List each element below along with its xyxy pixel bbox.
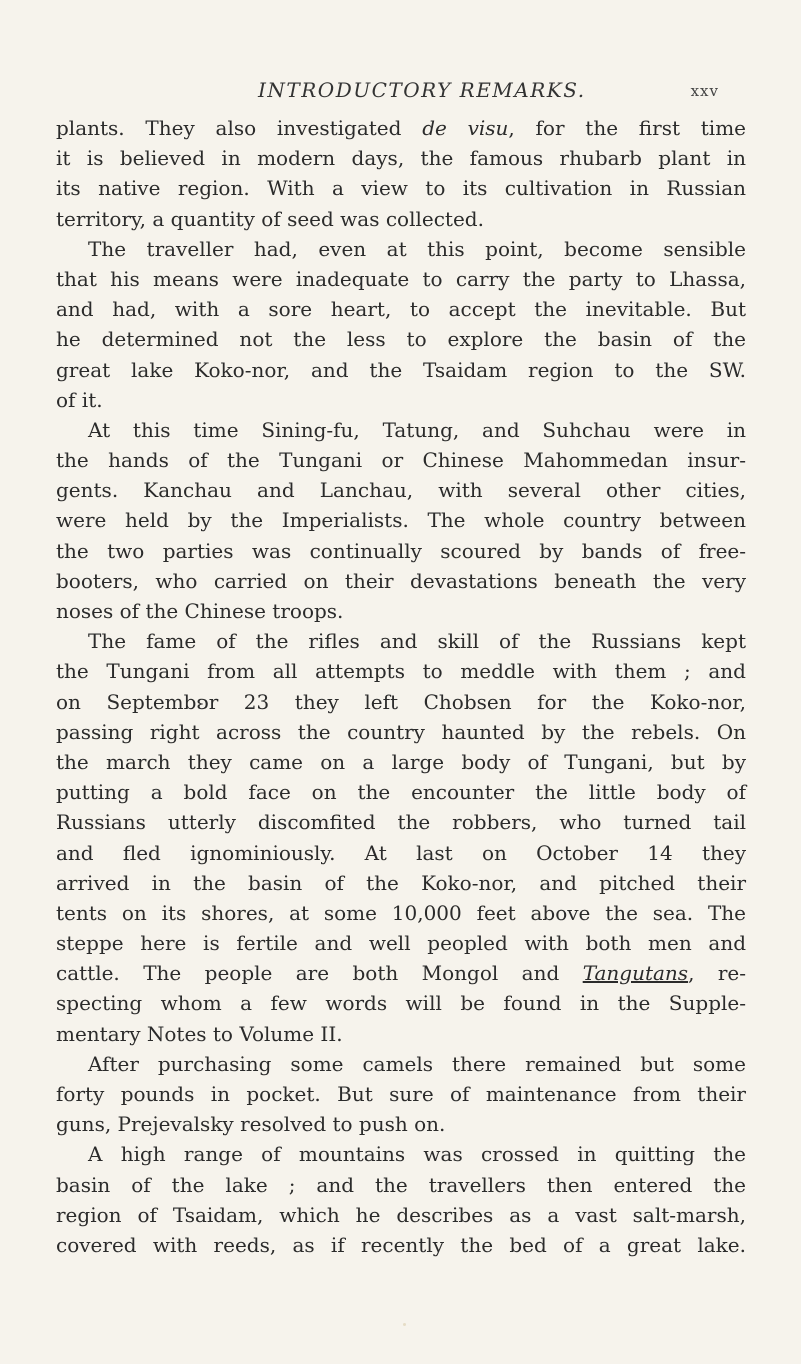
text-line: great lake Koko-nor, and the Tsaidam region to the SW.: [56, 357, 746, 382]
text-line: its native region. With a view to its cultivation in Russian: [56, 176, 746, 201]
text-line: territory, a quantity of seed was collected.: [56, 206, 484, 231]
text-line: the two parties was continually scoured by bands of free-: [56, 538, 746, 563]
text-line: basin of the lake ; and the travellers then entered the: [56, 1172, 746, 1197]
text-line: putting a bold face on the encounter the little body of: [56, 780, 746, 805]
text-line: At this time Sining-fu, Tatung, and Suhchau were in: [88, 417, 746, 442]
text-line: and had, with a sore heart, to accept the inevitable. But: [56, 297, 746, 322]
text-line: on Septembʚr 23 they left Chobsen for the Koko-nor,: [56, 689, 746, 714]
text-line: arrived in the basin of the Koko-nor, and pitched their: [56, 870, 746, 895]
text-line: of it.: [56, 387, 103, 412]
text-line: guns, Prejevalsky resolved to push on.: [56, 1112, 446, 1137]
text-line: booters, who carried on their devastations beneath the very: [56, 568, 746, 593]
text-line: region of Tsaidam, which he describes as a vast salt-marsh,: [56, 1202, 746, 1227]
text-line: passing right across the country haunted by the rebels. On: [56, 719, 746, 744]
text-line: it is believed in modern days, the famous rhubarb plant in: [56, 146, 746, 171]
italic-phrase: de visu: [422, 116, 509, 140]
text-line: the hands of the Tungani or Chinese Mahommedan insur-: [56, 448, 746, 473]
italic-phrase: Tangutans: [582, 961, 689, 986]
text-line: steppe here is fertile and well peopled with both men and: [56, 931, 746, 956]
text-line: plants. They also investigated de visu, for the first time: [56, 116, 746, 140]
body-text: [56, 113, 746, 1260]
paper-speck: [403, 1323, 406, 1326]
text-line: covered with reeds, as if recently the bed of a great lake.: [56, 1232, 746, 1257]
text-line: were held by the Imperialists. The whole country between: [56, 508, 746, 533]
text-line: gents. Kanchau and Lanchau, with several other cities,: [56, 478, 746, 503]
text-line: forty pounds in pocket. But sure of maintenance from their: [56, 1082, 746, 1106]
text-line: Russians utterly discomfited the robbers, who turned tail: [56, 810, 746, 835]
text-line: specting whom a few words will be found in the Supple-: [56, 991, 746, 1016]
text-line: noses of the Chinese troops.: [56, 599, 344, 623]
text-line: the Tungani from all attempts to meddle with them ; and: [56, 659, 746, 684]
text-line: the march they came on a large body of Tungani, but by: [56, 749, 746, 774]
text-line: After purchasing some camels there remained but some: [88, 1051, 746, 1076]
text-line: that his means were inadequate to carry the party to Lhassa,: [56, 266, 746, 291]
page-number: xxv: [690, 82, 719, 100]
page-header: [0, 78, 801, 108]
text-line: he determined not the less to explore the basin of the: [56, 327, 746, 352]
running-head: INTRODUCTORY REMARKS.: [258, 78, 586, 102]
text-line: A high range of mountains was crossed in quitting the: [88, 1142, 746, 1167]
text-line: The traveller had, even at this point, become sensible: [88, 236, 746, 261]
text-line: and fled ignominiously. At last on October 14 they: [56, 840, 746, 865]
text-line: The fame of the rifles and skill of the Russians kept: [88, 629, 746, 654]
text-line: tents on its shores, at some 10,000 feet above the sea. The: [56, 900, 746, 925]
text-line: mentary Notes to Volume II.: [56, 1021, 343, 1046]
text-line: cattle. The people are both Mongol and Tangutans, re-: [56, 961, 746, 986]
